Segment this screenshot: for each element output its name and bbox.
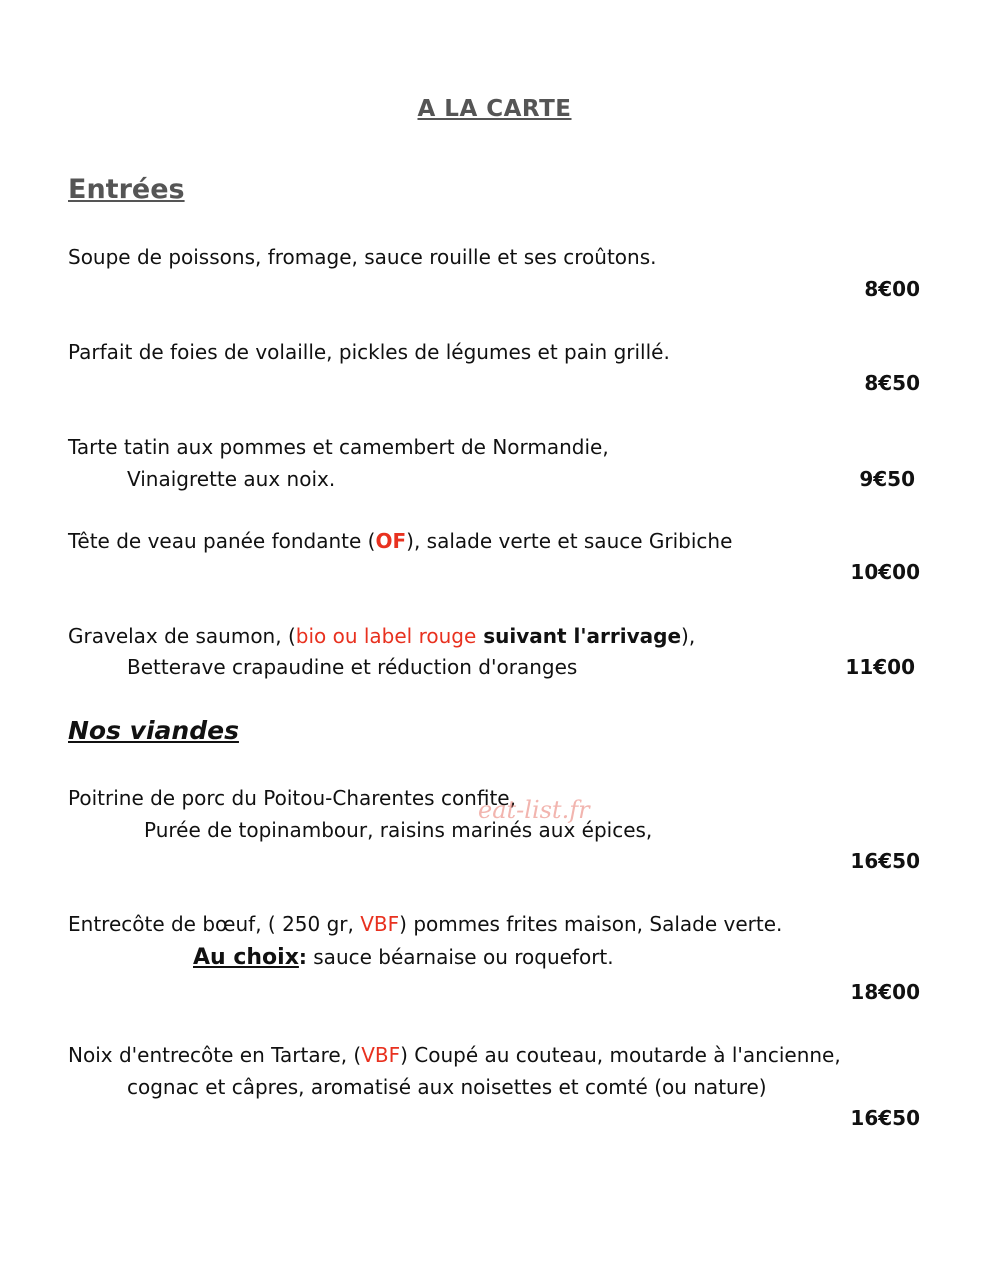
menu-item-tarte: Tarte tatin aux pommes et camembert de Normandie, — [68, 435, 609, 459]
page-title: A LA CARTE — [417, 96, 572, 122]
menu-item-gravelax-line2: Betterave crapaudine et réduction d'oranges — [127, 655, 578, 679]
menu-item-poitrine: Poitrine de porc du Poitou-Charentes confite, — [68, 786, 516, 810]
price-entrecote: 18€00 — [850, 980, 920, 1004]
origin-tag-vbf: VBF — [360, 912, 400, 936]
origin-tag-vbf: VBF — [361, 1043, 401, 1067]
text-segment: ), salade verte et sauce Gribiche — [406, 529, 733, 553]
watermark: eat-list.fr — [478, 796, 590, 824]
au-choix-colon: : — [298, 945, 307, 969]
text-segment: ) pommes frites maison, Salade verte. — [399, 912, 783, 936]
menu-item-entrecote-choix — [193, 945, 614, 970]
text-segment: Entrecôte de bœuf, ( 250 gr, — [68, 912, 361, 936]
menu-item-poitrine-line2: Purée de topinambour, raisins marinés aux épices, — [144, 818, 653, 842]
price-soupe: 8€00 — [864, 277, 920, 301]
price-poitrine: 16€50 — [850, 849, 920, 873]
price-gravelax: 11€00 — [845, 655, 915, 679]
arrivage-text: suivant l'arrivage — [476, 624, 682, 648]
price-tarte: 9€50 — [859, 467, 915, 491]
menu-item-tete-de-veau — [68, 529, 732, 553]
text-segment: Tête de veau panée fondante ( — [68, 529, 376, 553]
text-segment: Gravelax de saumon, ( — [68, 624, 296, 648]
menu-item-tartare — [68, 1043, 841, 1067]
section-heading-viandes: Nos viandes — [68, 716, 239, 745]
menu-item-entrecote — [68, 912, 782, 936]
text-segment: Noix d'entrecôte en Tartare, ( — [68, 1043, 362, 1067]
origin-tag-of: OF — [375, 529, 407, 553]
au-choix-label: Au choix — [193, 945, 299, 970]
au-choix-text: sauce béarnaise ou roquefort. — [306, 945, 614, 969]
price-parfait: 8€50 — [864, 371, 920, 395]
menu-item-parfait: Parfait de foies de volaille, pickles de légumes et pain grillé. — [68, 340, 670, 364]
bio-label-text: bio ou label rouge — [295, 624, 477, 648]
section-heading-entrees: Entrées — [68, 174, 185, 205]
text-segment: ), — [681, 624, 696, 648]
menu-item-gravelax — [68, 624, 695, 648]
price-tartare: 16€50 — [850, 1106, 920, 1130]
menu-item-tarte-line2: Vinaigrette aux noix. — [127, 467, 336, 491]
price-tete-de-veau: 10€00 — [850, 560, 920, 584]
menu-item-soupe: Soupe de poissons, fromage, sauce rouille et ses croûtons. — [68, 245, 657, 269]
menu-item-tartare-line2: cognac et câpres, aromatisé aux noisettes et comté (ou nature) — [127, 1075, 767, 1099]
text-segment: ) Coupé au couteau, moutarde à l'ancienne, — [400, 1043, 841, 1067]
